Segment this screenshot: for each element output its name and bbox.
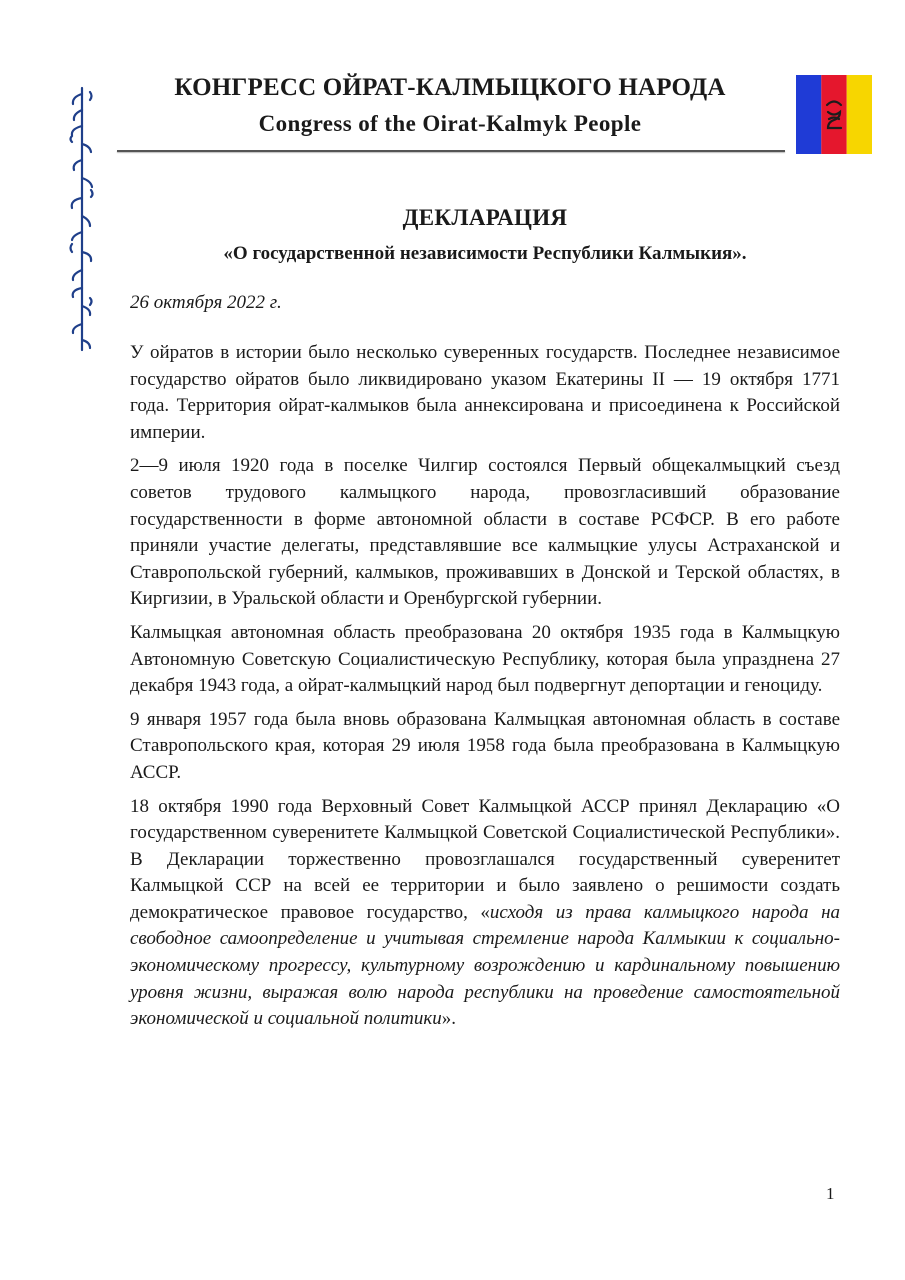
paragraph-5-end: ».: [441, 1008, 456, 1030]
declaration-title: ДЕКЛАРАЦИЯ: [402, 205, 568, 230]
flag-stripe-blue: [796, 75, 821, 154]
paragraph-1: У ойратов в истории было несколько суверенных государств. Последнее независимое государство ойратов было ликвидировано указом Екатерины II — 19 октября 1771 года. Территория ойрат-калмыков была аннексирована и присоединена к Российской империи.: [130, 342, 840, 443]
flag-stripe-yellow: [847, 75, 872, 154]
declaration-body: [130, 340, 840, 1040]
paragraph-5-text: 18 октября 1990 года Верховный Совет Калмыцкой АССР принял Декларацию «О государственном суверенитете Калмыцкой Советской Социалистической Республики». В Декларации торжественно провозглашался государственный суверенитет Калмыцкой ССР на всей ее территории и было заявлено о решимости создать демократическое правовое государство, «: [130, 795, 840, 923]
flag-image: [796, 75, 872, 154]
kalmyk-flag: [796, 75, 872, 154]
vertical-script-image: [60, 80, 100, 360]
paragraph-5: [130, 794, 840, 1033]
paragraph-5-quote: исходя из права калмыцкого народа на свободное самоопределение и учитывая стремление народа Калмыкии к социально-экономическому прогрессу, культурному возрождению и кардинальному повышению уровня жизни, выражая волю народа республики на проведение самостоятельной экономической и социальной политики: [130, 901, 840, 1030]
paragraph-2: 2—9 июля 1920 года в поселке Чилгир состоялся Первый общекалмыцкий съезд советов трудового калмыцкого народа, провозгласивший образование государственности в форме автономной области в составе РСФСР. В его работе приняли участие делегаты, представлявшие все калмыцкие улусы Астраханской и Ставропольской губерний, калмыков, проживавших в Донской и Терской областях, в Киргизии, в Уральской области и Оренбургской губернии.: [130, 455, 840, 610]
page-number: 1: [826, 1184, 835, 1203]
declaration-date: 26 октября 2022 г.: [130, 292, 282, 313]
paragraph-3: Калмыцкая автономная область преобразована 20 октября 1935 года в Калмыцкую Автономную Советскую Социалистическую Республику, которая была упразднена 27 декабря 1943 года, а ойрат-калмыцкий народ был подвергнут депортации и геноциду.: [130, 621, 840, 697]
mongolian-script-emblem: [60, 80, 100, 360]
paragraph-4: 9 января 1957 года была вновь образована Калмыцкая автономная область в составе Ставропольского края, которая 29 июля 1958 года была преобразована в Калмыцкую АССР.: [130, 708, 840, 783]
congress-title-ru: КОНГРЕСС ОЙРАТ-КАЛМЫЦКОГО НАРОДА: [174, 74, 726, 101]
congress-title-en: Congress of the Oirat-Kalmyk People: [258, 111, 642, 136]
header-divider: [117, 150, 785, 152]
declaration-subtitle: «О государственной независимости Республики Калмыкия».: [223, 243, 747, 264]
